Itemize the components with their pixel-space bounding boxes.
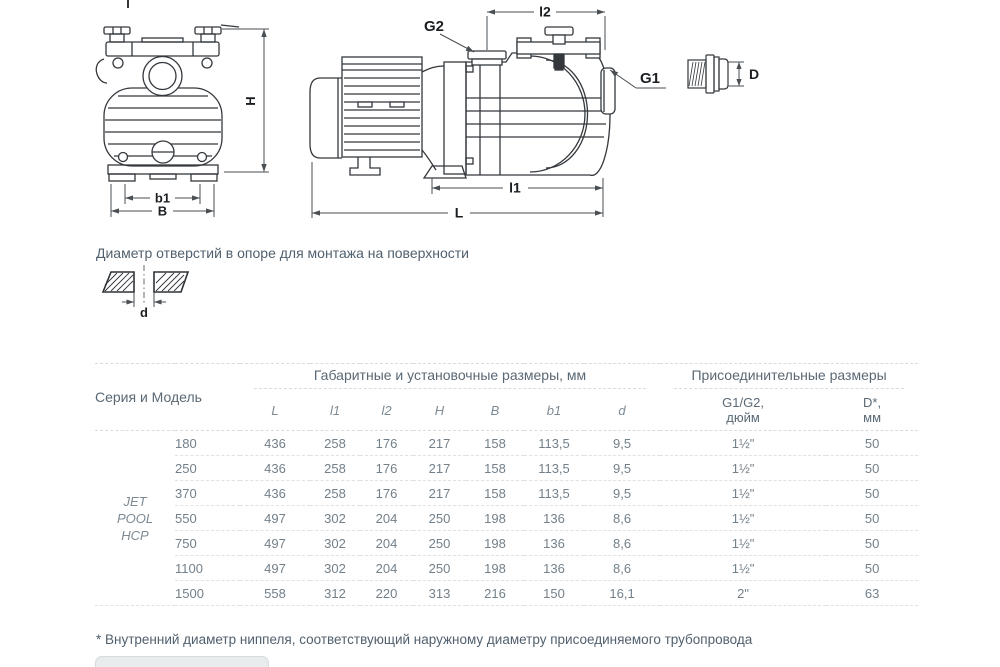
value-cell: 176 — [360, 481, 413, 506]
value-cell: 198 — [466, 556, 524, 581]
value-cell: 250 — [413, 531, 466, 556]
table-row — [95, 556, 918, 581]
dim-label-B: B — [157, 203, 168, 219]
value-cell: 302 — [310, 506, 360, 531]
col-header-l2: l2 — [360, 390, 413, 431]
col-header-g1g2 — [660, 390, 826, 431]
value-cell: 9,5 — [584, 431, 660, 456]
value-cell: 436 — [240, 456, 310, 481]
value-cell: 50 — [826, 531, 918, 556]
conn-group-header-text: Присоединительные размеры — [674, 365, 904, 389]
value-cell: 9,5 — [584, 481, 660, 506]
value-cell: 150 — [524, 581, 584, 606]
value-cell: 9,5 — [584, 456, 660, 481]
dim-label-l2: l2 — [539, 3, 551, 20]
table-row — [95, 431, 918, 456]
value-cell: 50 — [826, 556, 918, 581]
value-cell: 558 — [240, 581, 310, 606]
col-header-b1: b1 — [524, 390, 584, 431]
nipple-fitting-drawing — [680, 48, 772, 102]
col-header-g1g2-line1: G1/G2, — [722, 395, 765, 410]
cropped-dimension-line — [127, 0, 129, 8]
value-cell: 1½" — [660, 506, 826, 531]
dimensions-table — [95, 363, 918, 606]
value-cell: 250 — [413, 556, 466, 581]
value-cell: 50 — [826, 506, 918, 531]
series-line: POOL — [116, 510, 154, 526]
dim-label-b1: b1 — [154, 190, 171, 206]
table-row — [95, 456, 918, 481]
pump-side-view-drawing — [298, 2, 670, 222]
value-cell: 217 — [413, 456, 466, 481]
value-cell: 1½" — [660, 531, 826, 556]
value-cell: 1½" — [660, 556, 826, 581]
dims-group-header-text: Габаритные и установочные размеры, мм — [254, 365, 646, 389]
value-cell: 497 — [240, 506, 310, 531]
col-header-D — [826, 390, 918, 431]
table-row — [95, 506, 918, 531]
value-cell: 158 — [466, 431, 524, 456]
col-header-H: H — [413, 390, 466, 431]
dims-group-header — [240, 364, 660, 391]
value-cell: 1½" — [660, 456, 826, 481]
partial-button[interactable] — [95, 656, 269, 667]
value-cell: 176 — [360, 431, 413, 456]
value-cell: 158 — [466, 481, 524, 506]
model-cell: 750 — [175, 531, 240, 556]
mounting-hole-drawing — [92, 264, 342, 322]
value-cell: 176 — [360, 456, 413, 481]
value-cell: 136 — [524, 506, 584, 531]
value-cell: 302 — [310, 531, 360, 556]
value-cell: 216 — [466, 581, 524, 606]
dim-label-G1: G1 — [640, 70, 661, 87]
dim-label-l1: l1 — [509, 179, 521, 196]
value-cell: 63 — [826, 581, 918, 606]
model-cell: 1100 — [175, 556, 240, 581]
value-cell: 198 — [466, 506, 524, 531]
value-cell: 204 — [360, 506, 413, 531]
value-cell: 113,5 — [524, 481, 584, 506]
value-cell: 198 — [466, 531, 524, 556]
table-row — [95, 531, 918, 556]
mounting-holes-caption: Диаметр отверстий в опоре для монтажа на поверхности — [96, 245, 470, 261]
table-row — [95, 581, 918, 606]
dim-label-H: H — [243, 96, 258, 106]
model-cell: 250 — [175, 456, 240, 481]
model-cell: 1500 — [175, 581, 240, 606]
value-cell: 16,1 — [584, 581, 660, 606]
col-header-D-line1: D*, — [863, 395, 882, 410]
model-cell: 550 — [175, 506, 240, 531]
value-cell: 2" — [660, 581, 826, 606]
value-cell: 312 — [310, 581, 360, 606]
series-model-header: Серия и Модель — [95, 364, 240, 431]
value-cell: 136 — [524, 556, 584, 581]
model-cell: 370 — [175, 481, 240, 506]
value-cell: 217 — [413, 481, 466, 506]
value-cell: 50 — [826, 431, 918, 456]
value-cell: 497 — [240, 556, 310, 581]
value-cell: 313 — [413, 581, 466, 606]
value-cell: 50 — [826, 456, 918, 481]
value-cell: 113,5 — [524, 456, 584, 481]
value-cell: 258 — [310, 456, 360, 481]
value-cell: 258 — [310, 481, 360, 506]
col-header-l1: l1 — [310, 390, 360, 431]
col-header-D-line2: мм — [863, 410, 882, 425]
value-cell: 113,5 — [524, 431, 584, 456]
value-cell: 158 — [466, 456, 524, 481]
col-header-L: L — [240, 390, 310, 431]
model-cell: 180 — [175, 431, 240, 456]
dim-label-L: L — [454, 204, 464, 221]
value-cell: 217 — [413, 431, 466, 456]
conn-group-header — [660, 364, 918, 391]
series-line: JET — [123, 493, 147, 509]
value-cell: 220 — [360, 581, 413, 606]
value-cell: 250 — [413, 506, 466, 531]
series-cell — [95, 431, 175, 606]
value-cell: 204 — [360, 531, 413, 556]
value-cell: 204 — [360, 556, 413, 581]
dim-label-D: D — [749, 66, 760, 82]
value-cell: 436 — [240, 431, 310, 456]
value-cell: 1½" — [660, 481, 826, 506]
value-cell: 8,6 — [584, 531, 660, 556]
value-cell: 1½" — [660, 431, 826, 456]
value-cell: 8,6 — [584, 506, 660, 531]
col-header-d: d — [584, 390, 660, 431]
dim-label-d: d — [140, 305, 148, 320]
value-cell: 8,6 — [584, 556, 660, 581]
value-cell: 50 — [826, 481, 918, 506]
value-cell: 302 — [310, 556, 360, 581]
dim-label-G2: G2 — [423, 18, 445, 35]
value-cell: 136 — [524, 531, 584, 556]
table-row — [95, 481, 918, 506]
value-cell: 497 — [240, 531, 310, 556]
footnote: * Внутренний диаметр ниппеля, соответствующий наружному диаметру присоединяемого трубопровода — [96, 632, 753, 647]
value-cell: 258 — [310, 431, 360, 456]
value-cell: 436 — [240, 481, 310, 506]
col-header-B: B — [466, 390, 524, 431]
pump-front-view-drawing — [88, 14, 278, 226]
series-line: HCP — [121, 527, 149, 543]
col-header-g1g2-line2: дюйм — [726, 410, 760, 425]
